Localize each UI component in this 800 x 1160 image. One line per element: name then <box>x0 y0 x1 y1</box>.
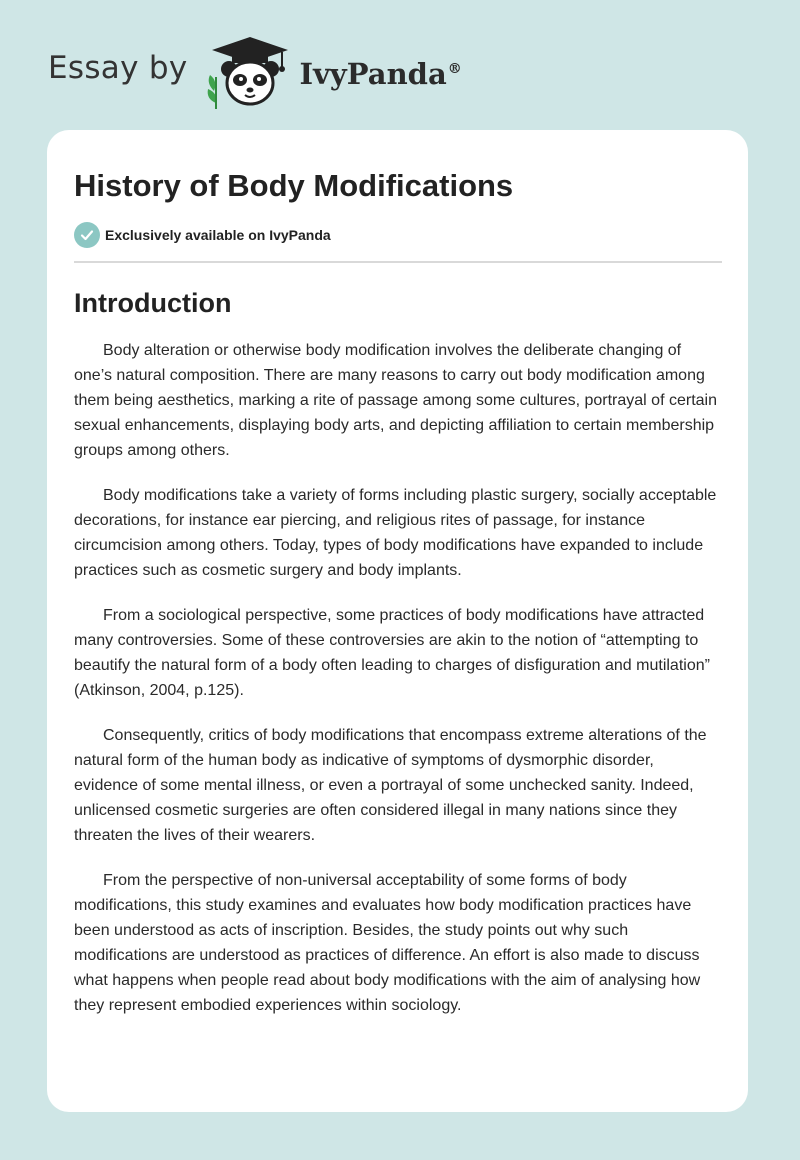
checkmark-icon <box>74 222 100 248</box>
paragraph: Consequently, critics of body modifications that encompass extreme alterations of the natural form of the human body as indicative of symptoms of dysmorphic disorder, evidence of some mental illness, or even a portrayal of some unchecked sanity. Indeed, unlicensed cosmetic surgeries are often considered illegal in many nations since they threaten the lives of their wearers. <box>74 727 707 844</box>
brand-header <box>48 32 462 112</box>
essay-title: History of Body Modifications <box>74 168 514 203</box>
paragraph: Body alteration or otherwise body modification involves the deliberate changing of one’s natural composition. There are many reasons to carry out body modification among them being aesthetics, marking a rite of passage among some cultures, portrayal of certain sexual enhancements, displaying body arts, and depicting affiliation to certain membership groups among others. <box>74 342 717 459</box>
paragraph: From the perspective of non-universal acceptability of some forms of body modifications, this study examines and evaluates how body modification practices have been understood as acts of inscription. Besides, the study points out why such modifications are understood as practices of difference. An effort is also made to discuss what happens when people read about body modifications with the aim of analysing how they represent embodied experiences within sociology. <box>74 872 701 1014</box>
exclusive-badge <box>74 222 722 248</box>
paragraph: Body modifications take a variety of forms including plastic surgery, socially acceptable decorations, for instance ear piercing, and religious rites of passage, for instance circumcision among others. Today, types of body modifications have expanded to include practices such as cosmetic surgery and body implants. <box>74 487 717 579</box>
paragraph: From a sociological perspective, some practices of body modifications have attracted many controversies. Some of these controversies are akin to the notion of “attempting to beautify the natural form of a body often leading to charges of disfiguration and mutilation” (Atkinson, 2004, p.125). <box>74 607 710 699</box>
brand-name: IvyPanda® <box>299 57 462 91</box>
brand-prefix: Essay by <box>48 50 188 86</box>
panda-graduate-icon <box>202 33 298 111</box>
title-divider <box>74 261 722 263</box>
essay-card <box>47 130 748 1112</box>
registered-mark: ® <box>447 61 462 78</box>
exclusive-badge-label: Exclusively available on IvyPanda <box>105 227 331 243</box>
section-heading: Introduction <box>74 288 232 318</box>
